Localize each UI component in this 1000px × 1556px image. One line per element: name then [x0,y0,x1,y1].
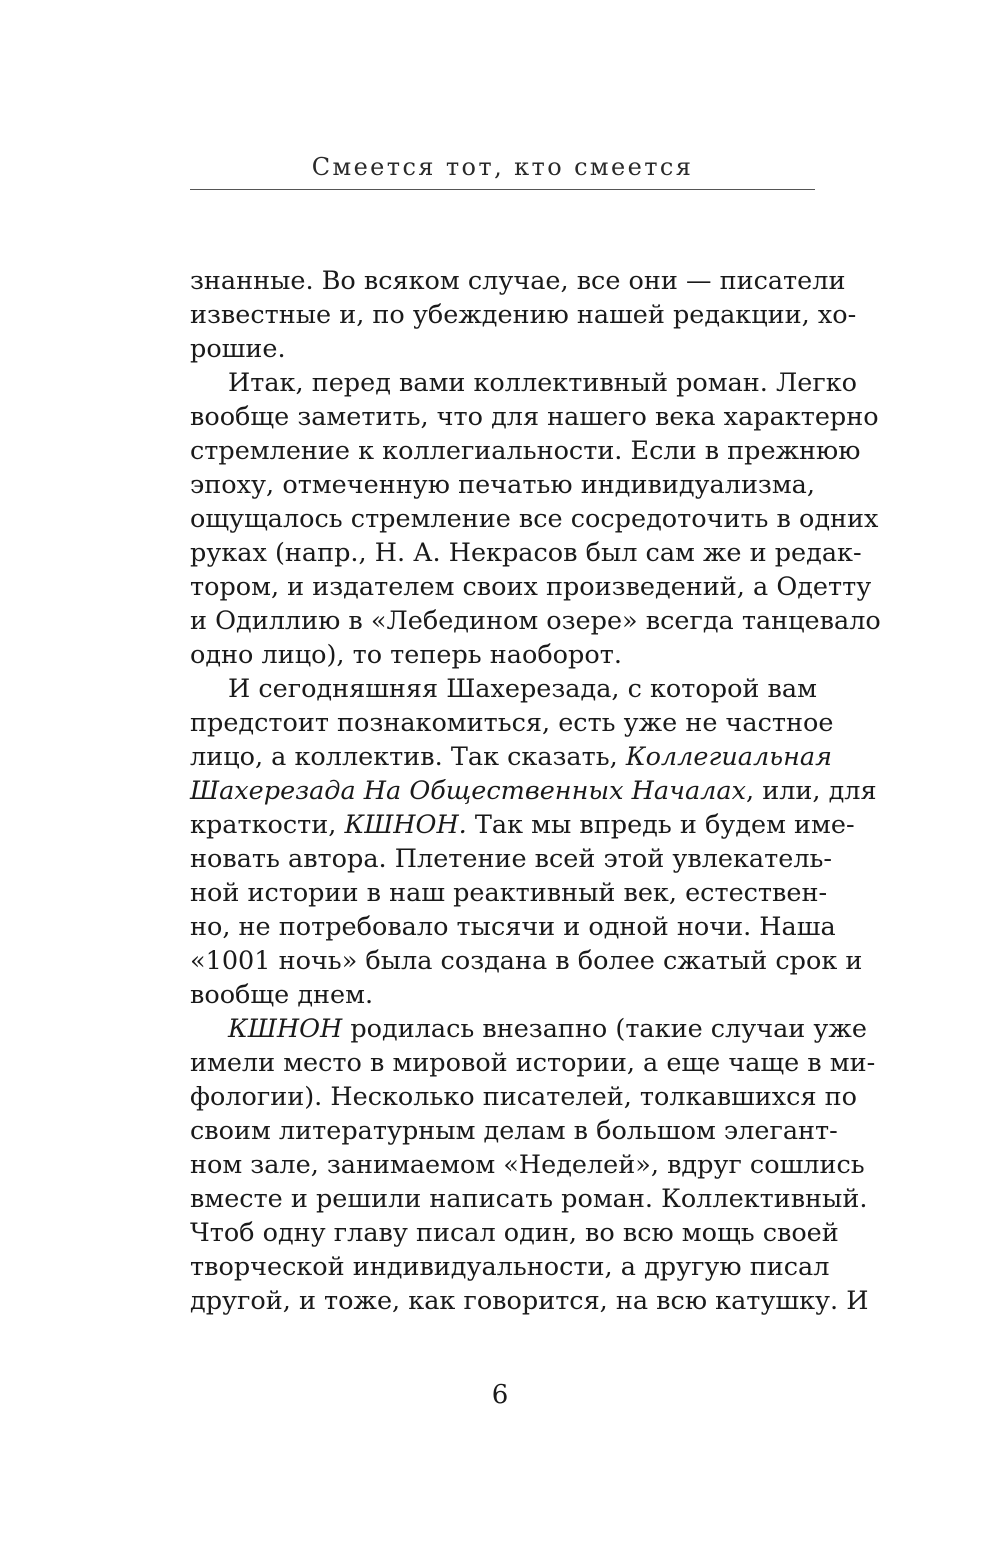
text-line: своим литературным делам в большом элегант- [190,1116,838,1146]
text-line: стремление к коллегиальности. Если в прежнюю [190,436,861,466]
text-line: тором, и издателем своих произведений, а Одетту [190,572,872,602]
text-line: предстоит познакомиться, есть уже не частное [190,708,834,738]
text-line: одно лицо), то теперь наоборот. [190,640,622,670]
text-segment: краткости, [190,810,345,840]
text-segment: , или, для [745,776,877,806]
text-line: вместе и решили написать роман. Коллективный. [190,1184,868,1214]
text-line: известные и, по убеждению нашей редакции, хо- [190,300,857,330]
text-segment: родилась внезапно (такие случаи уже [342,1014,867,1044]
text-line: ном зале, занимаемом «Неделей», вдруг сошлись [190,1150,865,1180]
text-line: но, не потребовало тысячи и одной ночи. Наша [190,912,836,942]
text-line [190,774,877,808]
text-line: новать автора. Плетение всей этой увлекатель- [190,844,833,874]
italic-term: Коллегиальная [625,742,833,772]
text-line: И сегодняшняя Шахерезада, с которой вам [228,674,817,704]
text-line: знанные. Во всяком случае, все они — писатели [190,266,846,296]
text-line [190,1012,867,1046]
text-line: эпоху, отмеченную печатью индивидуализма, [190,470,815,500]
italic-term: КШНОН [228,1014,343,1044]
text-line: фологии). Несколько писателей, толкавшихся по [190,1082,857,1112]
text-line: имели место в мировой истории, а еще чаще в ми- [190,1048,876,1078]
text-line: и Одиллию в «Лебедином озере» всегда танцевало [190,606,881,636]
text-line: рошие. [190,334,286,364]
body-text [190,264,881,1318]
text-line: другой, и тоже, как говорится, на всю катушку. И [190,1286,869,1316]
italic-term: КШНОН. [344,810,467,840]
text-segment: Так мы впредь и будем име- [466,810,855,840]
text-line: вообще днем. [190,980,374,1010]
text-line: руках (напр., Н. А. Некрасов был сам же и редак- [190,538,862,568]
text-line: творческой индивидуальности, а другую писал [190,1252,830,1282]
text-line: вообще заметить, что для нашего века характерно [190,402,879,432]
running-title: Смеется тот, кто смеется [311,153,694,181]
text-line: ной истории в наш реактивный век, естествен- [190,878,828,908]
text-line [190,740,833,774]
text-line [190,808,855,842]
text-line: «1001 ночь» была создана в более сжатый срок и [190,946,863,976]
text-line: Итак, перед вами коллективный роман. Легко [228,368,858,398]
text-line: ощущалось стремление все сосредоточить в одних [190,504,879,534]
italic-term: Шахерезада На Общественных Началах [190,776,746,806]
text-line: Чтоб одну главу писал один, во всю мощь своей [190,1218,839,1248]
header-rule [190,189,815,190]
text-segment: лицо, а коллектив. Так сказать, [190,742,626,772]
page-number: 6 [491,1380,509,1410]
